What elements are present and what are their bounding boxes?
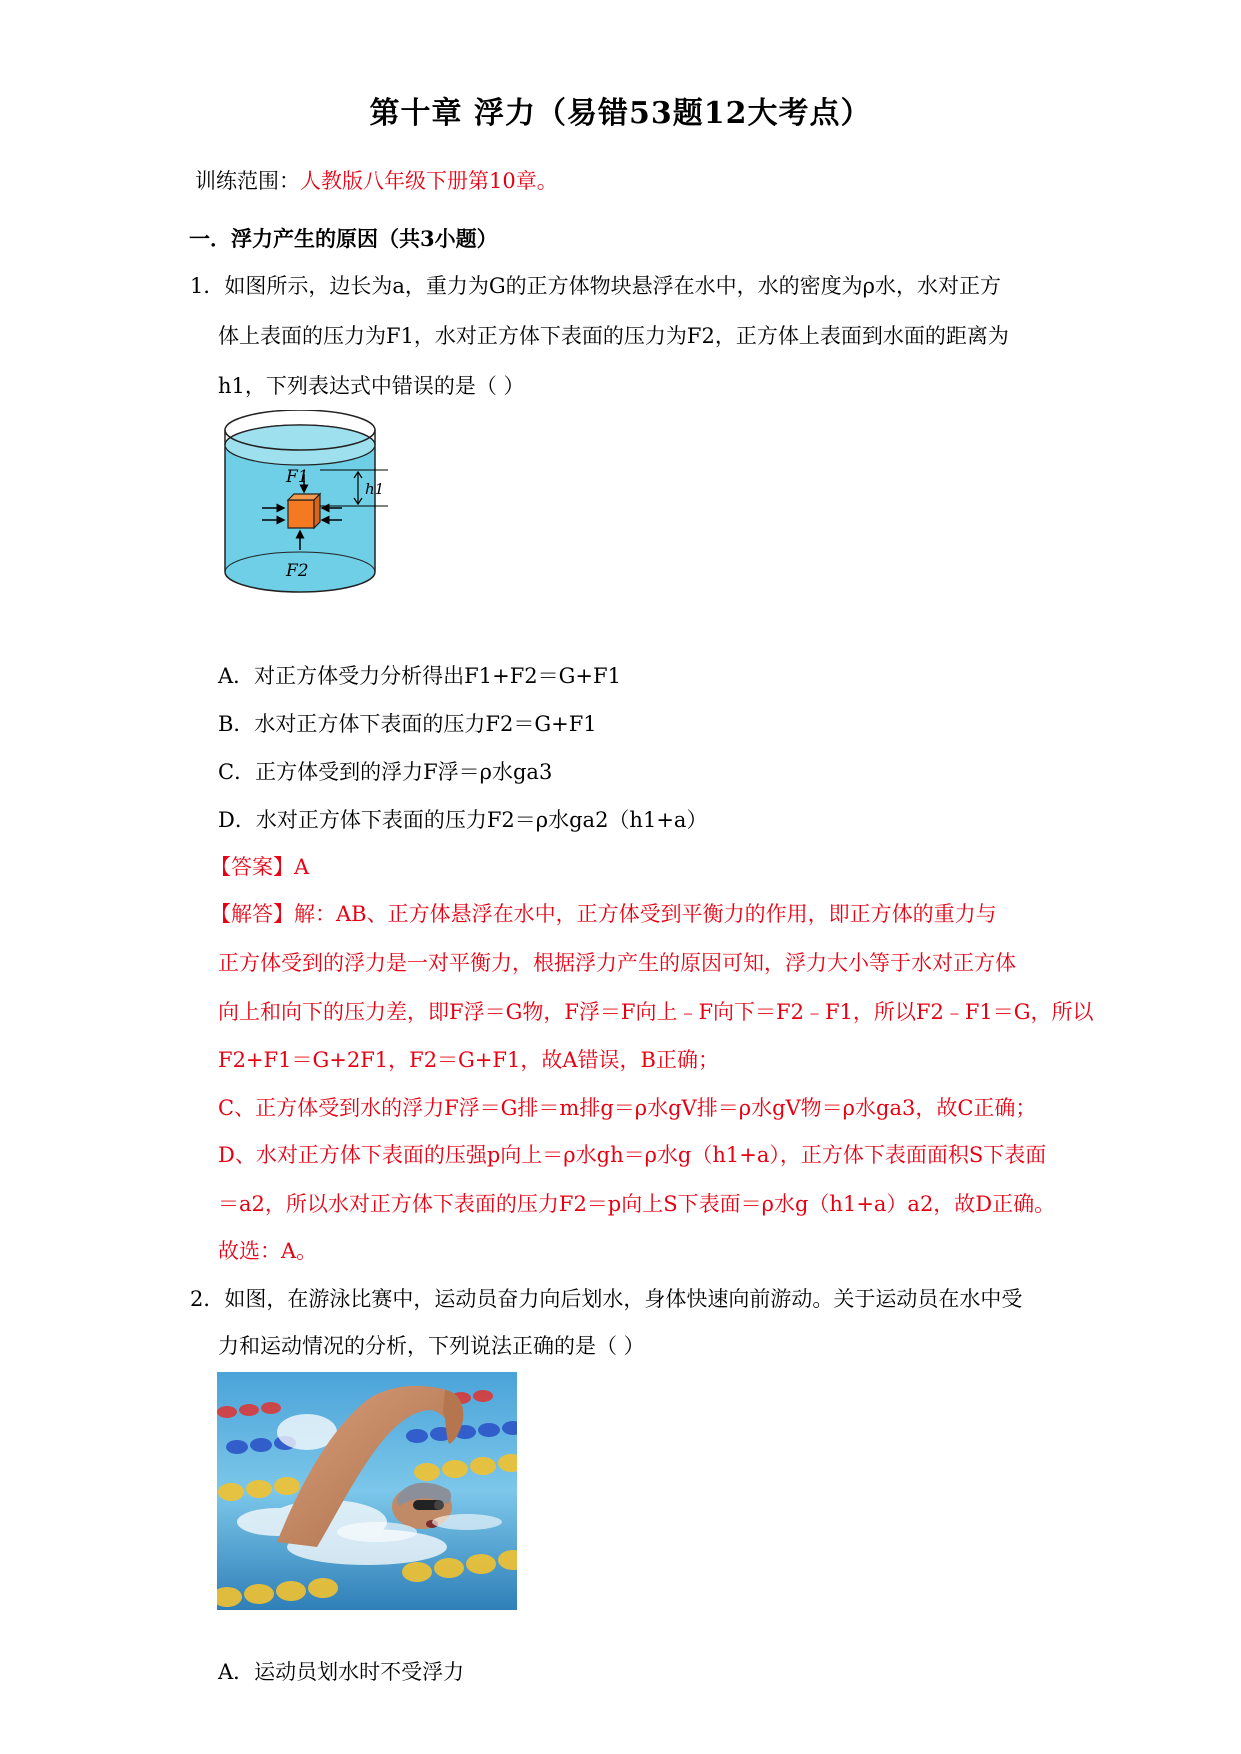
q1-figure-cylinder	[220, 410, 390, 610]
q1-solution-line2: 正方体受到的浮力是一对平衡力，根据浮力产生的原因可知，浮力大小等于水对正方体	[218, 951, 1016, 975]
q1-solution-line7: ＝a2，所以水对正方体下表面的压力F2＝p向上S下表面＝ρ水g（h1+a）a2，故D正确。	[218, 1192, 1056, 1216]
q1-option-c: C．正方体受到的浮力F浮＝ρ水ga3	[218, 760, 553, 784]
cube	[288, 500, 314, 528]
q1-option-d: D．水对正方体下表面的压力F2＝ρ水ga2（h1+a）	[218, 808, 708, 832]
q1-solution-line5: C、正方体受到水的浮力F浮＝G排＝m排g＝ρ水gV排＝ρ水gV物＝ρ水ga3，故C正确；	[218, 1096, 1037, 1120]
q1-solution-line4: F2+F1＝G+2F1，F2＝G+F1，故A错误，B正确；	[218, 1048, 719, 1072]
q1-stem-line2: 体上表面的压力为F1，水对正方体下表面的压力为F2，正方体上表面到水面的距离为	[218, 324, 1009, 348]
q1-option-b: B．水对正方体下表面的压力F2＝G+F1	[218, 712, 597, 736]
scope-label: 训练范围：	[195, 169, 300, 193]
label-h1: h1	[365, 480, 385, 498]
q2-stem-line2: 力和运动情况的分析，下列说法正确的是（ ）	[218, 1334, 645, 1358]
scope-value: 人教版八年级下册第10章。	[300, 169, 558, 193]
q2-stem-line1: 2．如图，在游泳比赛中，运动员奋力向后划水，身体快速向前游动。关于运动员在水中受	[190, 1287, 1023, 1311]
label-f2: F2	[286, 561, 309, 581]
q1-solution-line1: 【解答】解：AB、正方体悬浮在水中，正方体受到平衡力的作用，即正方体的重力与	[210, 902, 997, 926]
q1-solution-line8: 故选：A。	[218, 1239, 318, 1263]
section-heading: 一．浮力产生的原因（共3小题）	[189, 226, 498, 251]
q1-solution-line6: D、水对正方体下表面的压强p向上＝ρ水gh＝ρ水g（h1+a），正方体下表面面积S下表面	[218, 1143, 1047, 1167]
q1-solution-line3: 向上和向下的压力差，即F浮＝G物，F浮＝F向上﹣F向下＝F2﹣F1，所以F2﹣F1＝G，所以	[218, 1000, 1094, 1024]
q1-stem-line3: h1，下列表达式中错误的是（ ）	[218, 374, 525, 398]
q1-option-a: A．对正方体受力分析得出F1+F2＝G+F1	[218, 664, 621, 688]
training-scope	[195, 166, 558, 196]
q2-option-a: A．运动员划水时不受浮力	[218, 1660, 465, 1684]
page-title: 第十章 浮力（易错53题12大考点）	[369, 96, 872, 131]
q1-answer: 【答案】A	[210, 855, 310, 879]
q1-stem-line1: 1．如图所示，边长为a，重力为G的正方体物块悬浮在水中，水的密度为ρ水，水对正方	[190, 274, 1001, 298]
q2-figure-swimmer-photo	[217, 1372, 517, 1610]
label-f1: F1	[286, 467, 309, 487]
